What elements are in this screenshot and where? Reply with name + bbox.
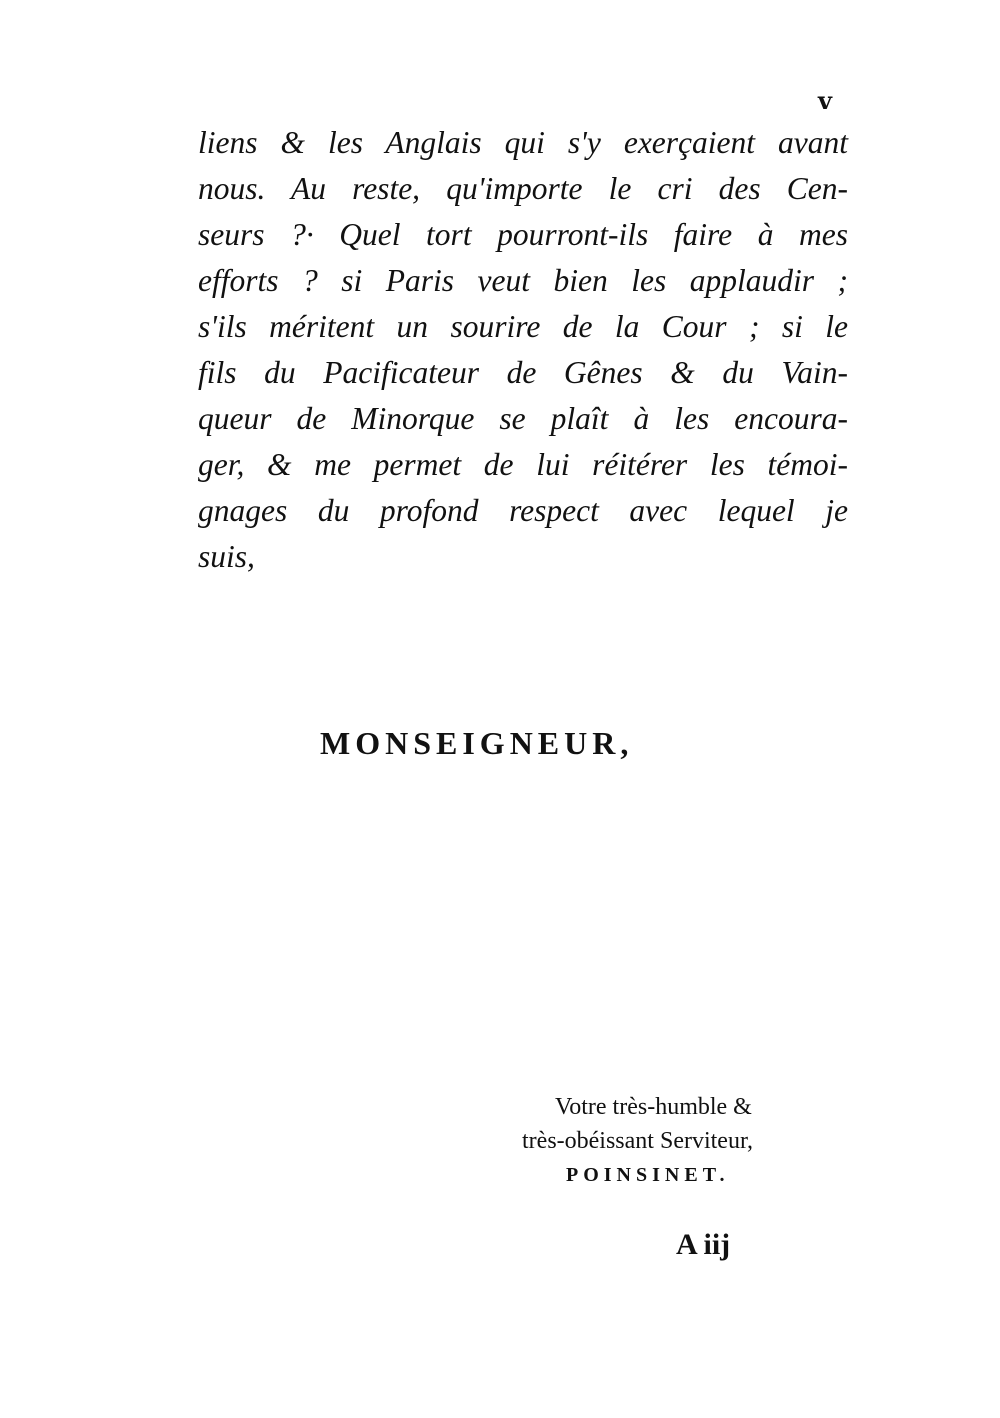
body-line-8: ger, & me permet de lui réitérer les témoi- bbox=[198, 447, 848, 482]
signature-mark: A iij bbox=[676, 1228, 731, 1261]
body-line-1: liens & les Anglais qui s'y exerçaient avant bbox=[198, 125, 848, 160]
body-line-2: nous. Au reste, qu'importe le cri des Cen- bbox=[198, 171, 848, 206]
author-signature: POINSINET. bbox=[566, 1164, 730, 1186]
page-number: v bbox=[818, 86, 832, 115]
body-line-3: seurs ?· Quel tort pourront-ils faire à mes bbox=[198, 217, 848, 252]
body-line-4: efforts ? si Paris veut bien les applaudir ; bbox=[198, 263, 848, 298]
salutation: MONSEIGNEUR, bbox=[320, 725, 634, 761]
body-line-6: fils du Pacificateur de Gênes & du Vain- bbox=[198, 355, 848, 390]
body-line-7: queur de Minorque se plaît à les encoura- bbox=[198, 401, 848, 436]
closing-line-2: très-obéissant Serviteur, bbox=[522, 1128, 753, 1154]
body-line-5: s'ils méritent un sourire de la Cour ; si le bbox=[198, 309, 848, 344]
closing-line-1: Votre très-humble & bbox=[555, 1094, 752, 1120]
closing-block bbox=[500, 1090, 850, 1192]
body-line-10: suis, bbox=[198, 539, 255, 574]
body-line-9: gnages du profond respect avec lequel je bbox=[198, 493, 848, 528]
dedication-body bbox=[198, 120, 848, 580]
